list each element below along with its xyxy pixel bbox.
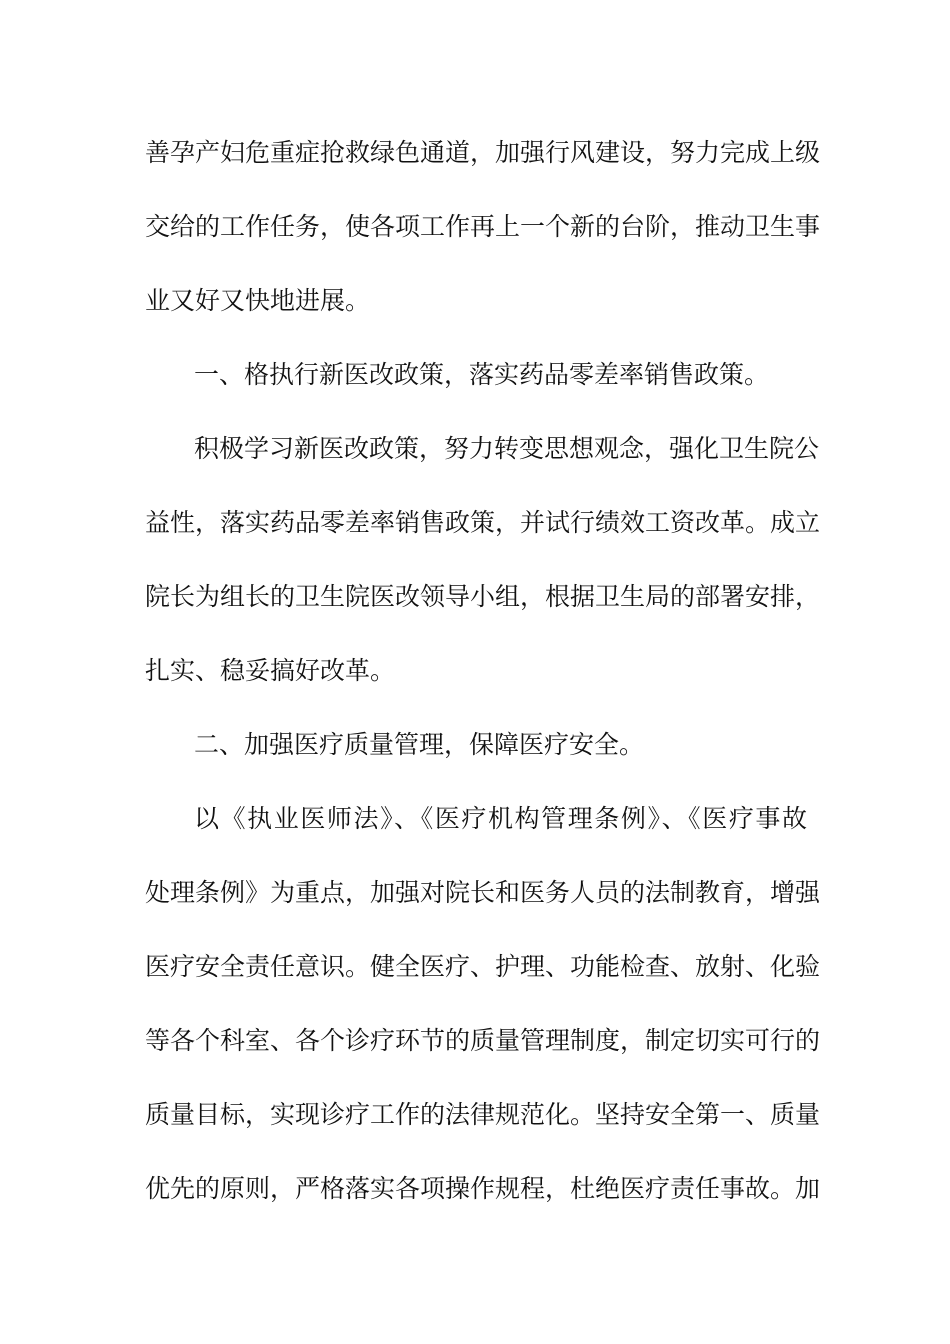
body-text-line: 善孕产妇危重症抢救绿色通道，加强行风建设，努力完成上级: [145, 138, 821, 167]
body-text-line: 积极学习新医改政策，努力转变思想观念，强化卫生院公: [194, 434, 820, 463]
body-text-line: 医疗安全责任意识。健全医疗、护理、功能检查、放射、化验: [145, 952, 821, 981]
body-text-line: 质量目标，实现诊疗工作的法律规范化。坚持安全第一、质量: [145, 1100, 821, 1129]
body-text-line: 业又好又快地进展。: [145, 286, 371, 315]
body-text-line: 以《执业医师法》、《医疗机构管理条例》、《医疗事故: [194, 804, 807, 833]
body-text-line: 优先的原则，严格落实各项操作规程，杜绝医疗责任事故。加: [145, 1174, 821, 1203]
section-heading: 一、格执行新医改政策，落实药品零差率销售政策。: [194, 360, 770, 389]
body-text-line: 扎实、稳妥搞好改革。: [145, 656, 396, 685]
body-text-line: 交给的工作任务，使各项工作再上一个新的台阶，推动卫生事: [145, 212, 821, 241]
body-text-line: 益性，落实药品零差率销售政策，并试行绩效工资改革。成立: [145, 508, 821, 537]
body-text-line: 院长为组长的卫生院医改领导小组，根据卫生局的部署安排，: [145, 582, 821, 611]
body-text-line: 等各个科室、各个诊疗环节的质量管理制度，制定切实可行的: [145, 1026, 821, 1055]
body-text-line: 处理条例》为重点，加强对院长和医务人员的法制教育，增强: [145, 878, 821, 907]
section-heading: 二、加强医疗质量管理，保障医疗安全。: [194, 730, 645, 759]
